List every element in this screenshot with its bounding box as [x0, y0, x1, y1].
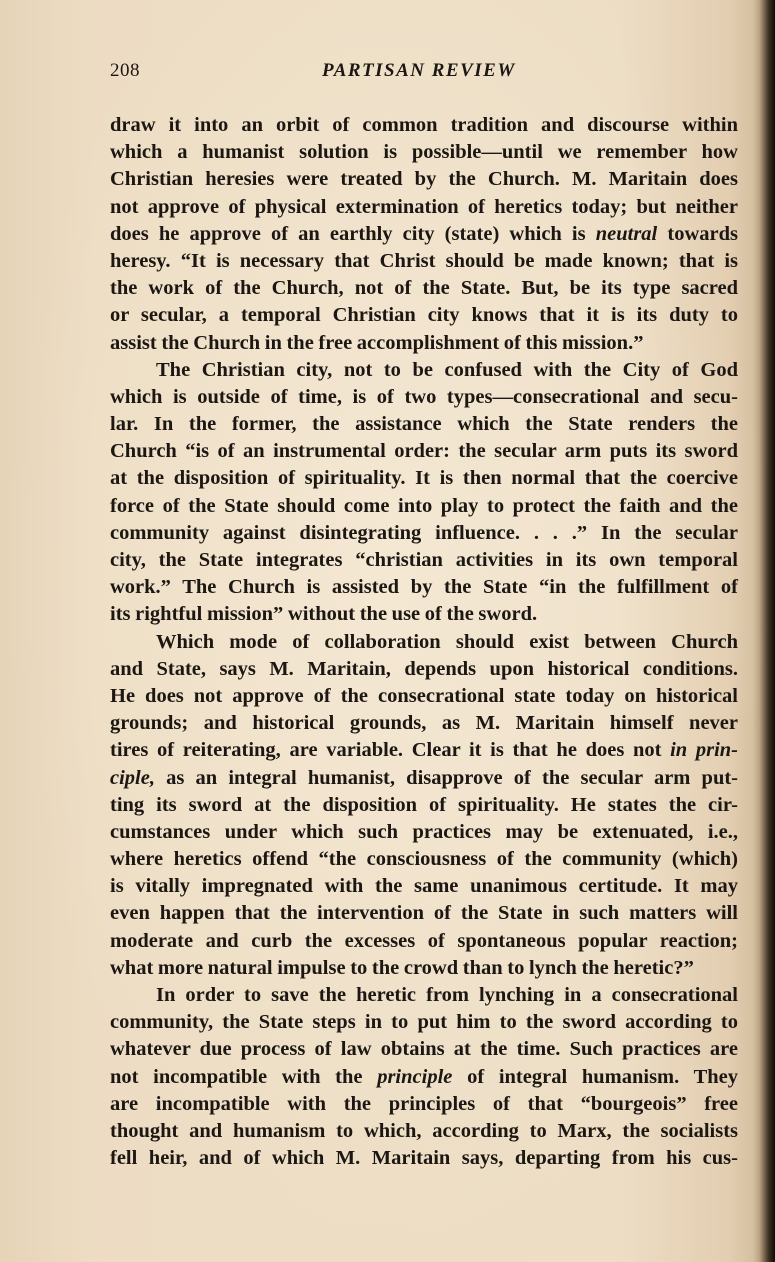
italic-emphasis: in prin- — [670, 739, 738, 762]
text-line — [110, 765, 738, 792]
text-line: work.” The Church is assisted by the State “in the fulfillment of — [110, 576, 738, 599]
page-number: 208 — [110, 60, 140, 81]
page-header — [110, 60, 735, 90]
text-line — [110, 1064, 738, 1091]
text-line: thought and humanism to which, according to Marx, the socialists — [110, 1119, 738, 1142]
text-line: The Christian city, not to be confused with the City of God — [156, 358, 738, 381]
body-text — [110, 112, 738, 1172]
text-line: community against disintegrating influence. . . .” In the secular — [110, 521, 738, 544]
text-line: or secular, a temporal Christian city knows that it is its duty to — [110, 304, 738, 327]
text-segment: tires of reiterating, are variable. Clear it is that he does not — [110, 739, 671, 762]
text-line: are incompatible with the principles of that “bourgeois” free — [110, 1092, 738, 1115]
text-line: fell heir, and of which M. Maritain says, departing from his cus- — [110, 1147, 738, 1170]
text-line: grounds; and historical grounds, as M. Maritain himself never — [110, 712, 738, 735]
text-line: community, the State steps in to put him to the sword according to — [110, 1011, 738, 1034]
italic-emphasis: principle — [377, 1065, 453, 1088]
text-line: city, the State integrates “christian activities in its own temporal — [110, 549, 738, 571]
text-line: is vitally impregnated with the same unanimous certitude. It may — [110, 875, 738, 898]
italic-emphasis: ciple, — [110, 766, 155, 789]
text-line: In order to save the heretic from lynching in a consecrational — [156, 984, 738, 1006]
text-line: at the disposition of spirituality. It is then normal that the coercive — [110, 467, 738, 490]
running-head: PARTISAN REVIEW — [322, 60, 516, 81]
text-line: and State, says M. Maritain, depends upon historical conditions. — [110, 657, 738, 680]
text-line: He does not approve of the consecrational state today on historical — [110, 684, 738, 707]
text-line: Christian heresies were treated by the Church. M. Maritain does — [110, 168, 738, 191]
text-segment: as an integral humanist, disapprove of the secular arm put- — [154, 766, 738, 789]
text-segment: not incompatible with the — [110, 1065, 378, 1088]
text-line: moderate and curb the excesses of spontaneous popular reaction; — [110, 929, 738, 952]
text-line: not approve of physical extermination of heretics today; but neither — [110, 195, 738, 218]
text-line — [110, 737, 738, 764]
book-spine-shadow — [753, 0, 775, 1262]
text-segment: towards — [657, 222, 738, 245]
text-line: what more natural impulse to the crowd than to lynch the heretic?” — [110, 956, 694, 979]
text-line: the work of the Church, not of the State. But, be its type sacred — [110, 277, 738, 300]
text-line: cumstances under which such practices may be extenuated, i.e., — [110, 820, 738, 843]
text-line: draw it into an orbit of common tradition and discourse within — [110, 114, 738, 136]
text-line: whatever due process of law obtains at the time. Such practices are — [110, 1038, 738, 1061]
text-line: even happen that the intervention of the State in such matters will — [110, 902, 738, 925]
text-line: Which mode of collaboration should exist between Church — [156, 630, 738, 653]
text-line: where heretics offend “the consciousness of the community (which) — [110, 848, 738, 871]
text-line: its rightful mission” without the use of the sword. — [110, 603, 538, 626]
text-line: lar. In the former, the assistance which the State renders the — [110, 413, 738, 436]
text-line: force of the State should come into play to protect the faith and the — [110, 494, 738, 517]
text-segment: of integral humanism. They — [452, 1065, 738, 1088]
text-line: ting its sword at the disposition of spirituality. He states the cir- — [110, 793, 738, 816]
text-segment: does he approve of an earthly city (state) which is — [110, 222, 596, 245]
text-line: heresy. “It is necessary that Christ should be made known; that is — [110, 249, 738, 272]
italic-emphasis: neutral — [595, 222, 658, 245]
text-line: assist the Church in the free accomplishment of this mission.” — [110, 331, 644, 354]
text-line: which is outside of time, is of two types—consecrational and secu- — [110, 385, 738, 408]
text-line — [110, 221, 738, 248]
text-line: which a humanist solution is possible—until we remember how — [110, 141, 738, 164]
text-line: Church “is of an instrumental order: the secular arm puts its sword — [110, 440, 738, 463]
